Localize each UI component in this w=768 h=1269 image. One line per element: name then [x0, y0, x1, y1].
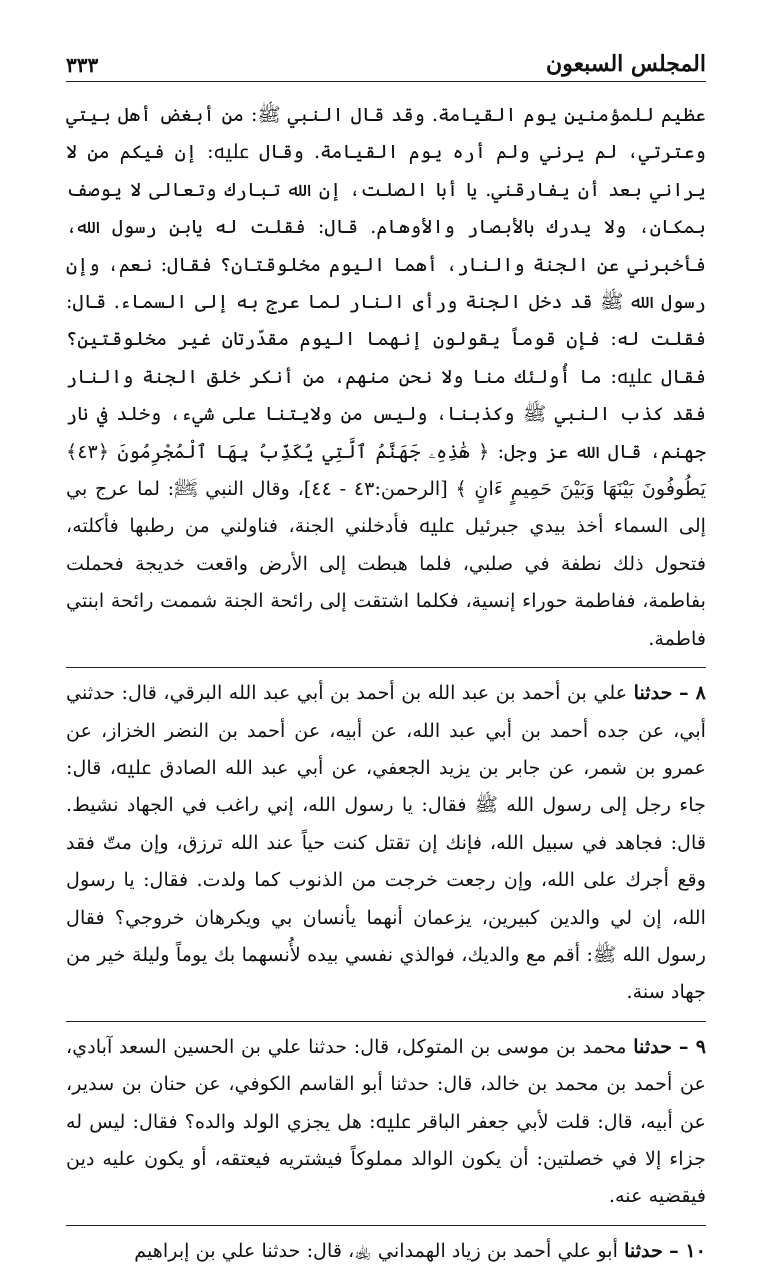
paragraph-continuation — [66, 96, 706, 657]
hadith-number: ١٠ – — [669, 1238, 706, 1262]
page-header — [66, 40, 706, 82]
hadith-text: علي بن أحمد بن عبد الله بن أحمد بن أبي عبد الله البرقي، قال: حدثني أبي، عن جده أحمد بن أبي عبد الله، عن أبيه، عن أحمد بن النضر الخزاز، عن عمرو بن شمر، عن جابر بن يزيد الجعفي، عن أبي عبد الله الصادق ﷷ، قال: جاء رجل إلى رسول الله ﷺ فقال: يا رسول الله، إني راغب في الجهاد نشيط. قال: فجاهد في سبيل الله، فإنك إن تقتل كنت حياً عند الله ترزق، وإن متّ فقد وقع أجرك على الله، وإن رجعت خرجت من الذنوب كما ولدت. فقال: يا رسول الله، إن لي والدين كبيرين، يزعمان أنهما يأنسان بي ويكرهان خروجي؟ فقال رسول الله ﷺ: أقم مع والديك، فوالذي نفسي بيده لأُنسهما بك يوماً وليلة خير من جهاد سنة. — [66, 681, 706, 1004]
hadith-lead: حدثنا — [624, 1238, 663, 1262]
hadith-number: ٨ – — [679, 681, 706, 705]
page-number: ٣٣٣ — [66, 53, 99, 77]
hadith-10 — [66, 1225, 706, 1269]
hadith-number: ٩ – — [678, 1034, 706, 1058]
hadith-8 — [66, 667, 706, 1011]
paragraph-text: عظيم للمؤمنين يوم القيامة. وقد قال النبي ﷺ: من أبغض أهل بيتي وعترتي، لم يرني ولم أره يوم القيامة. وقال ﷷ: إن فيكم من لا يراني بعد أن يفارقني. يا أبا الصلت، إن الله تبارك وتعالى لا يوصف بمكان، ولا يدرك بالأبصار والأوهام. قال: فقلت له يابن رسول الله، فأخبرني عن الجنة والنار، أهما اليوم مخلوقتان؟ فقال: نعم، وإن رسول الله ﷺ قد دخل الجنة ورأى النار لما عرج به إلى السماء. قال: فقلت له: فإن قوماً يقولون إنهما اليوم مقدّرتان غير مخلوقتين؟ فقال ﷷ: ما أُولئك منا ولا نحن منهم، من أنكر خلق الجنة والنار فقد كذب النبي ﷺ وكذبنا، وليس من ولايتنا على شيء، وخلد في نار جهنم، قال الله عز وجل: ﴿ هَٰذِهِۦ جَهَنَّمُ ٱلَّتِي يُكَذِّبُ بِهَا ٱلْمُجْرِمُونَ ﴿٤٣﴾ يَطُوفُونَ بَيْنَهَا وَبَيْنَ حَمِيمٍ ءَانٍ ﴾ [الرحمن:٤٣ - ٤٤]، وقال النبي ﷺ: لما عرج بي إلى السماء أخذ بيدي جبرئيل ﷷ فأدخلني الجنة، فناولني من رطبها فأكلته، فتحول ذلك نطفة في صلبي، فلما هبطت إلى الأرض واقعت خديجة فحملت بفاطمة، ففاطمة حوراء إنسية، فكلما اشتقت إلى رائحة الجنة شممت رائحة ابنتي فاطمة. — [66, 103, 707, 650]
hadith-9 — [66, 1021, 706, 1215]
chapter-title: المجلس السبعون — [546, 51, 706, 77]
hadith-lead: حدثنا — [633, 1034, 673, 1058]
page-body — [66, 96, 706, 1269]
hadith-text: أبو علي أحمد بن زياد الهمداني ﵀، قال: حدثنا علي بن إبراهيم — [134, 1238, 618, 1262]
hadith-text: محمد بن موسى بن المتوكل، قال: حدثنا علي بن الحسين السعد آبادي، عن أحمد بن محمد بن خالد، قال: حدثنا أبو القاسم الكوفي، عن حنان بن سدير، عن أبيه، قال: قلت لأبي جعفر الباقر ﷷ: هل يجزي الولد والده؟ فقال: ليس له جزاء إلا في خصلتين: أن يكون الوالد مملوكاً فيشتريه فيعتقه، أو يكون عليه دين فيقضيه عنه. — [66, 1034, 706, 1208]
hadith-lead: حدثنا — [633, 681, 673, 705]
